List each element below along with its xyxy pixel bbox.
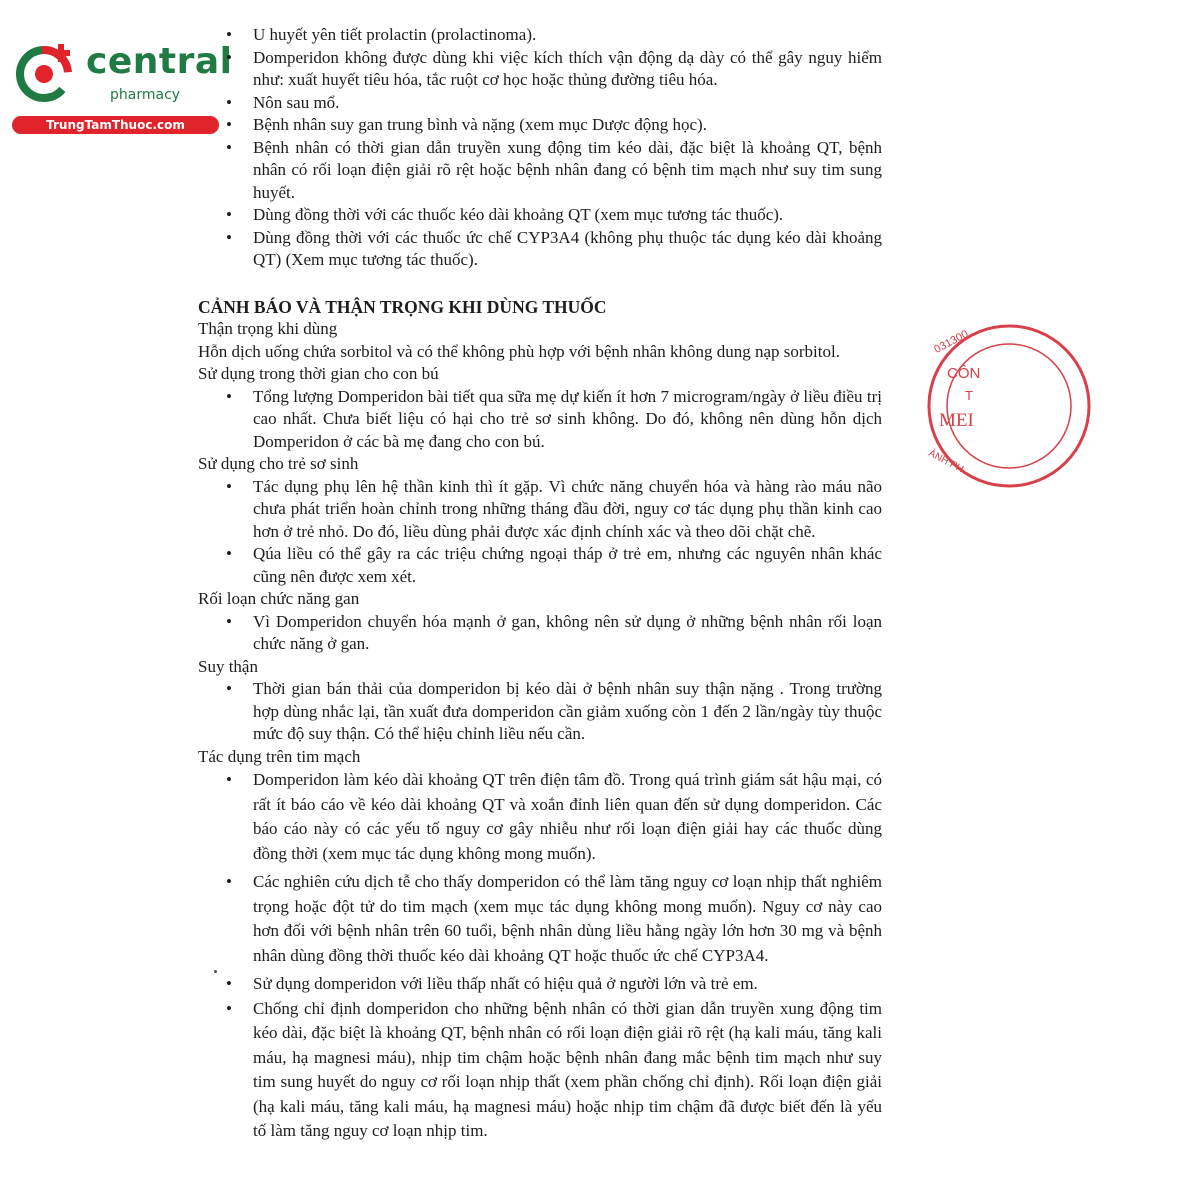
list-item: • Sử dụng domperidon với liều thấp nhất có hiệu quả ở người lớn và trẻ em. [198, 972, 882, 997]
brand-name: central [86, 41, 233, 82]
stamp-text-1: 031300 [932, 328, 971, 356]
subsection-title: Suy thận [198, 656, 258, 676]
pharmacy-logo [10, 36, 233, 136]
list-item: • Vì Domperidon chuyển hóa mạnh ở gan, không nên sử dụng ở những bệnh nhân rối loạn chức năng ở gan. [198, 611, 882, 656]
list-item: • Tổng lượng Domperidon bài tiết qua sữa mẹ dự kiến ít hơn 7 microgram/ngày ở liều điều trị cao nhất. Chưa biết liệu có hại cho trẻ sơ sinh không. Do đó, không nên dùng hỗn dịch Domperidon ở các bà mẹ đang cho con bú. [198, 386, 882, 454]
list-item: • Bệnh nhân có thời gian dẫn truyền xung động tim kéo dài, đặc biệt là khoảng QT, bệnh nhân có rối loạn điện giải rõ rệt hoặc bệnh nhân đang có bệnh tim mạch như suy tim sung huyết. [198, 137, 882, 205]
document-body [198, 24, 882, 1144]
list-item: • Qúa liều có thể gây ra các triệu chứng ngoại tháp ở trẻ em, nhưng các nguyên nhân khác cũng nên được xem xét. [198, 543, 882, 588]
list-item: • U huyết yên tiết prolactin (prolactinoma). [198, 24, 882, 47]
subsection-title: Sử dụng trong thời gian cho con bú [198, 364, 439, 383]
subsection-title: Sử dụng cho trẻ sơ sinh [198, 454, 359, 473]
list-item: • Các nghiên cứu dịch tễ cho thấy domperidon có thể làm tăng nguy cơ loạn nhịp thất nghiêm trọng hoặc đột tử do tim mạch (xem mục tác dụng không mong muốn). Nguy cơ này cao hơn đối với bệnh nhân trên 60 tuổi, bệnh nhân dùng liều hằng ngày lớn hơn 30 mg và bệnh nhân dùng đồng thời thuốc kéo dài khoảng QT hoặc thuốc ức chế CYP3A4. [198, 870, 882, 968]
subsection-title: Thận trọng khi dùng [198, 319, 338, 338]
paragraph: Hỗn dịch uống chứa sorbitol và có thể không phù hợp với bệnh nhân không dung nạp sorbitol. [198, 341, 840, 361]
stamp-text-2: CÔN [947, 365, 981, 382]
section-heading: CẢNH BÁO VÀ THẬN TRỌNG KHI DÙNG THUỐC [198, 296, 607, 317]
list-item: • Dùng đồng thời với các thuốc kéo dài khoảng QT (xem mục tương tác thuốc). [198, 204, 882, 227]
stamp-text-5: ÀNH PH [926, 447, 966, 476]
site-url-badge: TrungTamThuoc.com [12, 116, 219, 134]
stamp-text-3: T [965, 388, 973, 403]
list-item: • Domperidon không được dùng khi việc kích thích vận động dạ dày có thể gây nguy hiểm như: xuất huyết tiêu hóa, tắc ruột cơ học hoặc thủng đường tiêu hóa. [198, 47, 882, 92]
subsection-title: Rối loạn chức năng gan [198, 589, 360, 608]
list-item: • Thời gian bán thải của domperidon bị kéo dài ở bệnh nhân suy thận nặng . Trong trường hợp dùng nhắc lại, tần xuất đưa domperidon cần giảm xuống còn 1 đến 2 lần/ngày tùy thuộc mức độ suy thận. Có thể hiệu chỉnh liều nếu cần. [198, 678, 882, 746]
list-item: • Dùng đồng thời với các thuốc ức chế CYP3A4 (không phụ thuộc tác dụng kéo dài khoảng QT) (Xem mục tương tác thuốc). [198, 227, 882, 272]
list-item: • Tác dụng phụ lên hệ thần kinh thì ít gặp. Vì chức năng chuyển hóa và hàng rào máu não chưa phát triển hoàn chỉnh trong những tháng đầu đời, nguy cơ tác dụng phụ thần kinh cao hơn ở trẻ nhỏ. Do đó, liều dùng phải được xác định chính xác và theo dõi chặt chẽ. [198, 476, 882, 544]
brand-subtitle: pharmacy [110, 87, 181, 103]
list-item: • Chống chỉ định domperidon cho những bệnh nhân có thời gian dẫn truyền xung động tim kéo dài, đặc biệt là khoảng QT, bệnh nhân có rối loạn điện giải rõ rệt (hạ kali máu, tăng kali máu, hạ magnesi máu), nhịp tim chậm hoặc bệnh nhân đang mắc bệnh tim mạch như suy tim sung huyết do nguy cơ rối loạn nhịp thất (xem phần chống chỉ định). Rối loạn điện giải (hạ kali máu, tăng kali máu, hạ magnesi máu) hoặc nhịp tim chậm đã được biết đến là yếu tố làm tăng nguy cơ loạn nhịp tim. [198, 997, 882, 1144]
company-stamp [925, 322, 981, 490]
subsection-title: Tác dụng trên tim mạch [198, 746, 361, 766]
list-item: • Nôn sau mổ. [198, 92, 882, 115]
stamp-text-4: MEI [939, 410, 974, 431]
list-item: • Domperidon làm kéo dài khoảng QT trên điện tâm đồ. Trong quá trình giám sát hậu mại, có rất ít báo cáo về kéo dài khoảng QT và xoắn đỉnh liên quan đến sử dụng domperidon. Các báo cáo này có các yếu tố nguy cơ gây nhiễu như rối loạn điện giải hay các thuốc dùng đồng thời (xem mục tác dụng không mong muốn). [198, 768, 882, 866]
central-logo-icon [10, 36, 82, 114]
list-item: • Bệnh nhân suy gan trung bình và nặng (xem mục Dược động học). [198, 114, 882, 137]
